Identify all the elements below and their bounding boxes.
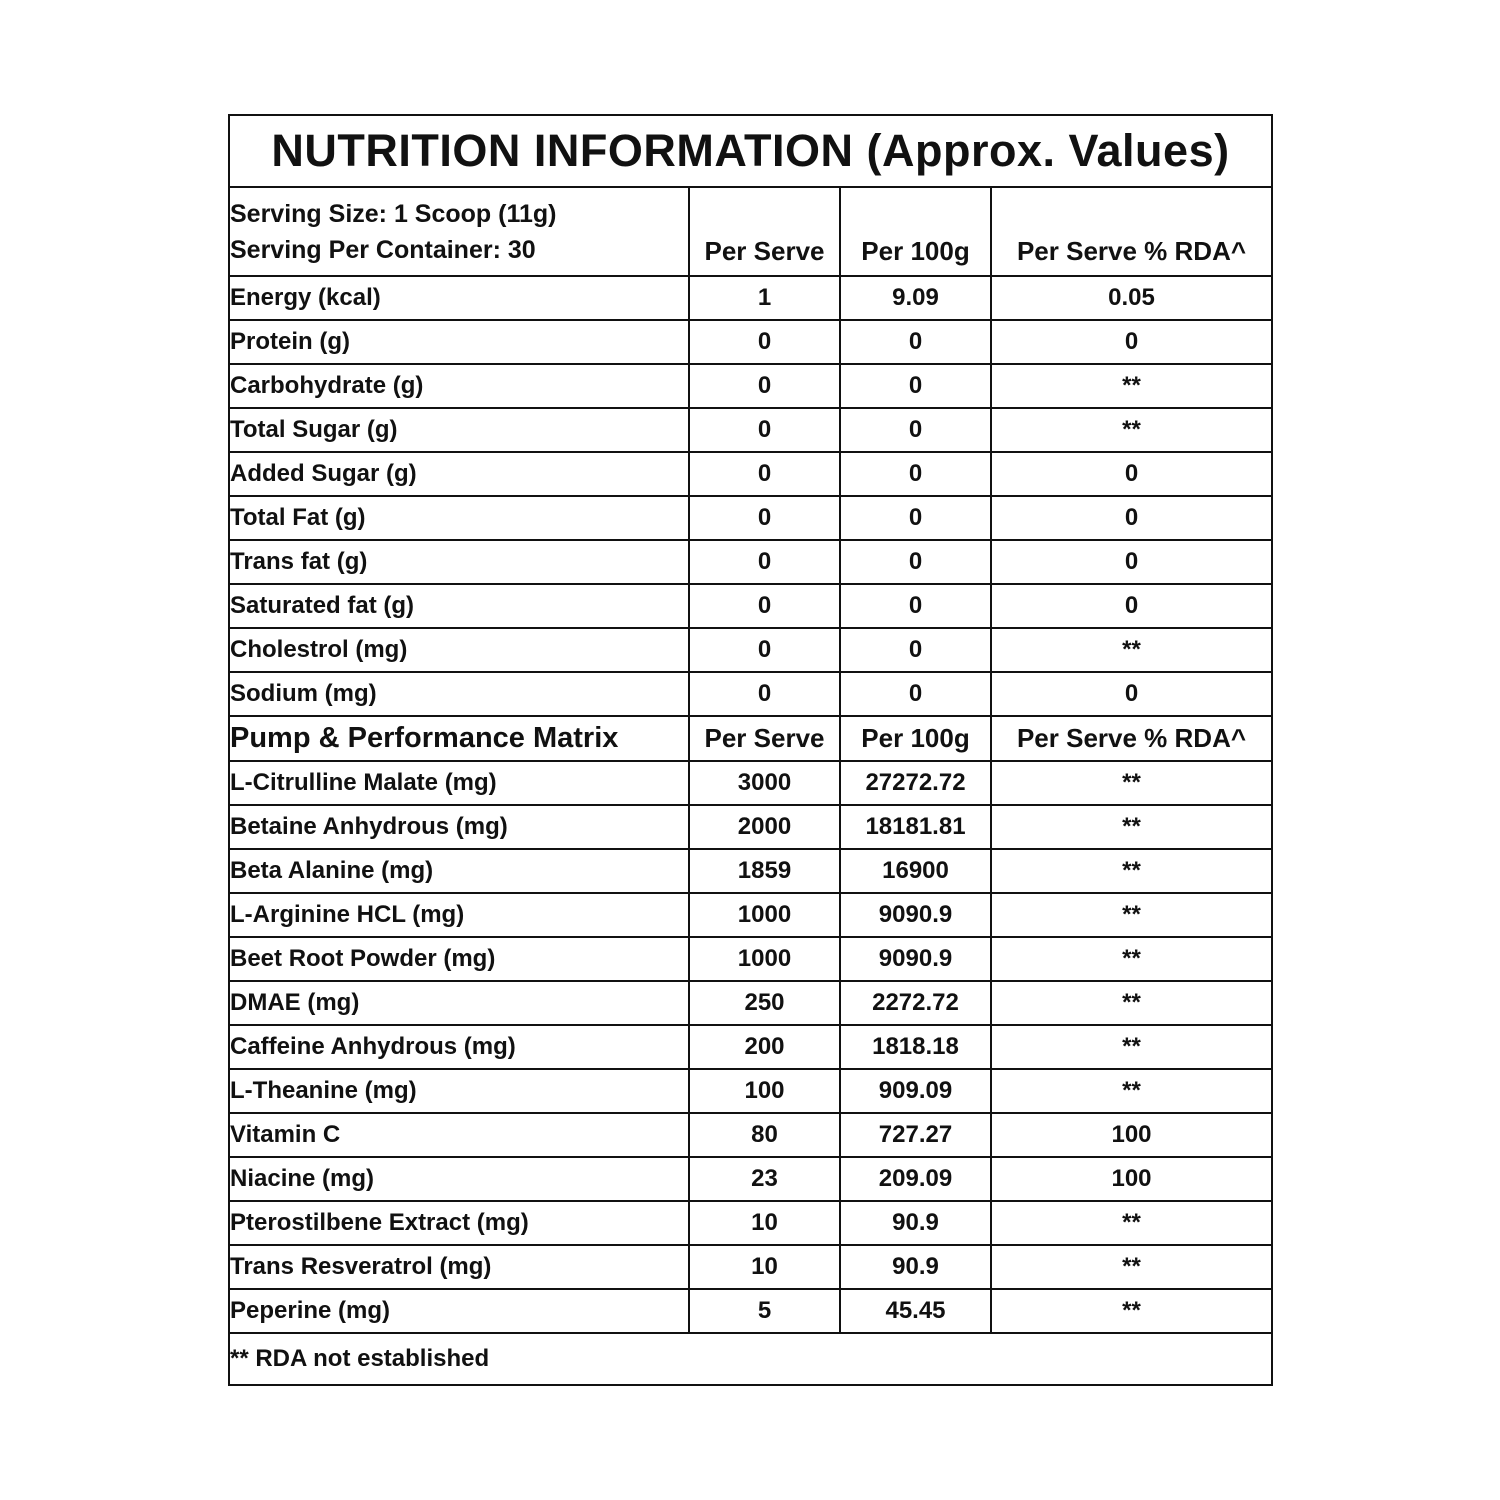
matrix-row-l-citrulline-malate [230, 761, 1271, 805]
matrix-row-beet-root-powder [230, 937, 1271, 981]
matrix-row-peperine [230, 1289, 1271, 1333]
per-serve-value: 2000 [689, 805, 840, 849]
nutrient-name: Added Sugar (g) [230, 452, 689, 496]
label-title: NUTRITION INFORMATION (Approx. Values) [230, 116, 1271, 188]
per-100g-value: 0 [840, 320, 991, 364]
rda-value: ** [991, 1069, 1271, 1113]
nutrition-label [228, 114, 1273, 1386]
rda-value: ** [991, 893, 1271, 937]
per-serve-value: 80 [689, 1113, 840, 1157]
per-100g-value: 0 [840, 628, 991, 672]
nutrient-name: Cholestrol (mg) [230, 628, 689, 672]
nutrient-row-total-sugar [230, 408, 1271, 452]
per-100g-value: 27272.72 [840, 761, 991, 805]
per-100g-value: 9.09 [840, 276, 991, 320]
footnote-row [230, 1333, 1271, 1384]
nutrient-row-total-fat [230, 496, 1271, 540]
column-header-rda: Per Serve % RDA^ [991, 188, 1271, 276]
per-serve-value: 5 [689, 1289, 840, 1333]
ingredient-name: Betaine Anhydrous (mg) [230, 805, 689, 849]
ingredient-name: L-Citrulline Malate (mg) [230, 761, 689, 805]
matrix-row-niacine [230, 1157, 1271, 1201]
nutrient-row-added-sugar [230, 452, 1271, 496]
per-serve-value: 0 [689, 408, 840, 452]
per-serve-value: 1 [689, 276, 840, 320]
rda-value: 0 [991, 540, 1271, 584]
serving-header-row [230, 188, 1271, 276]
per-serve-value: 0 [689, 672, 840, 716]
matrix-title: Pump & Performance Matrix [230, 716, 689, 761]
per-100g-value: 0 [840, 496, 991, 540]
per-serve-value: 1000 [689, 937, 840, 981]
per-100g-value: 0 [840, 672, 991, 716]
per-serve-value: 0 [689, 364, 840, 408]
nutrition-table [230, 188, 1271, 1384]
nutrient-row-energy [230, 276, 1271, 320]
rda-value: ** [991, 849, 1271, 893]
nutrient-name: Sodium (mg) [230, 672, 689, 716]
matrix-row-beta-alanine [230, 849, 1271, 893]
per-serve-value: 23 [689, 1157, 840, 1201]
nutrient-name: Energy (kcal) [230, 276, 689, 320]
ingredient-name: L-Arginine HCL (mg) [230, 893, 689, 937]
rda-value: ** [991, 761, 1271, 805]
per-100g-value: 90.9 [840, 1201, 991, 1245]
rda-value: ** [991, 981, 1271, 1025]
per-100g-value: 0 [840, 540, 991, 584]
rda-value: ** [991, 364, 1271, 408]
serving-info [230, 188, 689, 276]
per-100g-value: 18181.81 [840, 805, 991, 849]
ingredient-name: Caffeine Anhydrous (mg) [230, 1025, 689, 1069]
column-header-per-serve: Per Serve [689, 188, 840, 276]
matrix-row-betaine-anhydrous [230, 805, 1271, 849]
rda-value: 0.05 [991, 276, 1271, 320]
per-serve-value: 100 [689, 1069, 840, 1113]
matrix-column-per-100g: Per 100g [840, 716, 991, 761]
ingredient-name: Niacine (mg) [230, 1157, 689, 1201]
nutrient-row-protein [230, 320, 1271, 364]
per-serve-value: 1000 [689, 893, 840, 937]
rda-value: ** [991, 1201, 1271, 1245]
per-100g-value: 90.9 [840, 1245, 991, 1289]
per-serve-value: 0 [689, 452, 840, 496]
rda-value: ** [991, 628, 1271, 672]
matrix-row-vitamin-c [230, 1113, 1271, 1157]
per-serve-value: 0 [689, 496, 840, 540]
nutrient-row-cholestrol [230, 628, 1271, 672]
nutrient-name: Saturated fat (g) [230, 584, 689, 628]
per-serve-value: 0 [689, 584, 840, 628]
per-serve-value: 0 [689, 628, 840, 672]
matrix-row-caffeine-anhydrous [230, 1025, 1271, 1069]
rda-value: 100 [991, 1157, 1271, 1201]
per-serve-value: 250 [689, 981, 840, 1025]
per-serve-value: 0 [689, 320, 840, 364]
ingredient-name: Peperine (mg) [230, 1289, 689, 1333]
matrix-row-pterostilbene-extract [230, 1201, 1271, 1245]
serving-size: Serving Size: 1 Scoop (11g) [230, 199, 557, 228]
per-100g-value: 909.09 [840, 1069, 991, 1113]
nutrient-row-saturated-fat [230, 584, 1271, 628]
rda-value: ** [991, 937, 1271, 981]
nutrient-name: Total Sugar (g) [230, 408, 689, 452]
ingredient-name: DMAE (mg) [230, 981, 689, 1025]
matrix-row-l-theanine [230, 1069, 1271, 1113]
rda-value: 0 [991, 320, 1271, 364]
per-serve-value: 10 [689, 1201, 840, 1245]
matrix-column-per-serve: Per Serve [689, 716, 840, 761]
rda-value: ** [991, 1245, 1271, 1289]
per-serve-value: 10 [689, 1245, 840, 1289]
per-100g-value: 9090.9 [840, 893, 991, 937]
per-100g-value: 1818.18 [840, 1025, 991, 1069]
column-header-per-100g: Per 100g [840, 188, 991, 276]
rda-value: ** [991, 1289, 1271, 1333]
ingredient-name: Trans Resveratrol (mg) [230, 1245, 689, 1289]
nutrient-name: Protein (g) [230, 320, 689, 364]
rda-value: ** [991, 805, 1271, 849]
per-serve-value: 0 [689, 540, 840, 584]
footnote: ** RDA not established [230, 1333, 1271, 1384]
rda-value: 0 [991, 672, 1271, 716]
nutrient-name: Trans fat (g) [230, 540, 689, 584]
rda-value: ** [991, 408, 1271, 452]
rda-value: 0 [991, 452, 1271, 496]
nutrient-row-sodium [230, 672, 1271, 716]
nutrient-row-trans-fat [230, 540, 1271, 584]
servings-per-container: Serving Per Container: 30 [230, 235, 536, 264]
ingredient-name: Pterostilbene Extract (mg) [230, 1201, 689, 1245]
rda-value: 0 [991, 496, 1271, 540]
per-serve-value: 1859 [689, 849, 840, 893]
rda-value: 100 [991, 1113, 1271, 1157]
ingredient-name: L-Theanine (mg) [230, 1069, 689, 1113]
rda-value: 0 [991, 584, 1271, 628]
matrix-row-l-arginine-hcl [230, 893, 1271, 937]
per-100g-value: 2272.72 [840, 981, 991, 1025]
per-100g-value: 0 [840, 408, 991, 452]
per-100g-value: 16900 [840, 849, 991, 893]
per-serve-value: 3000 [689, 761, 840, 805]
nutrient-name: Carbohydrate (g) [230, 364, 689, 408]
per-100g-value: 45.45 [840, 1289, 991, 1333]
ingredient-name: Beet Root Powder (mg) [230, 937, 689, 981]
rda-value: ** [991, 1025, 1271, 1069]
per-100g-value: 209.09 [840, 1157, 991, 1201]
ingredient-name: Vitamin C [230, 1113, 689, 1157]
matrix-column-rda: Per Serve % RDA^ [991, 716, 1271, 761]
per-serve-value: 200 [689, 1025, 840, 1069]
per-100g-value: 0 [840, 584, 991, 628]
per-100g-value: 0 [840, 364, 991, 408]
matrix-row-trans-resveratrol [230, 1245, 1271, 1289]
per-100g-value: 727.27 [840, 1113, 991, 1157]
matrix-header-row [230, 716, 1271, 761]
per-100g-value: 0 [840, 452, 991, 496]
per-100g-value: 9090.9 [840, 937, 991, 981]
nutrient-row-carbohydrate [230, 364, 1271, 408]
nutrient-name: Total Fat (g) [230, 496, 689, 540]
ingredient-name: Beta Alanine (mg) [230, 849, 689, 893]
matrix-row-dmae [230, 981, 1271, 1025]
